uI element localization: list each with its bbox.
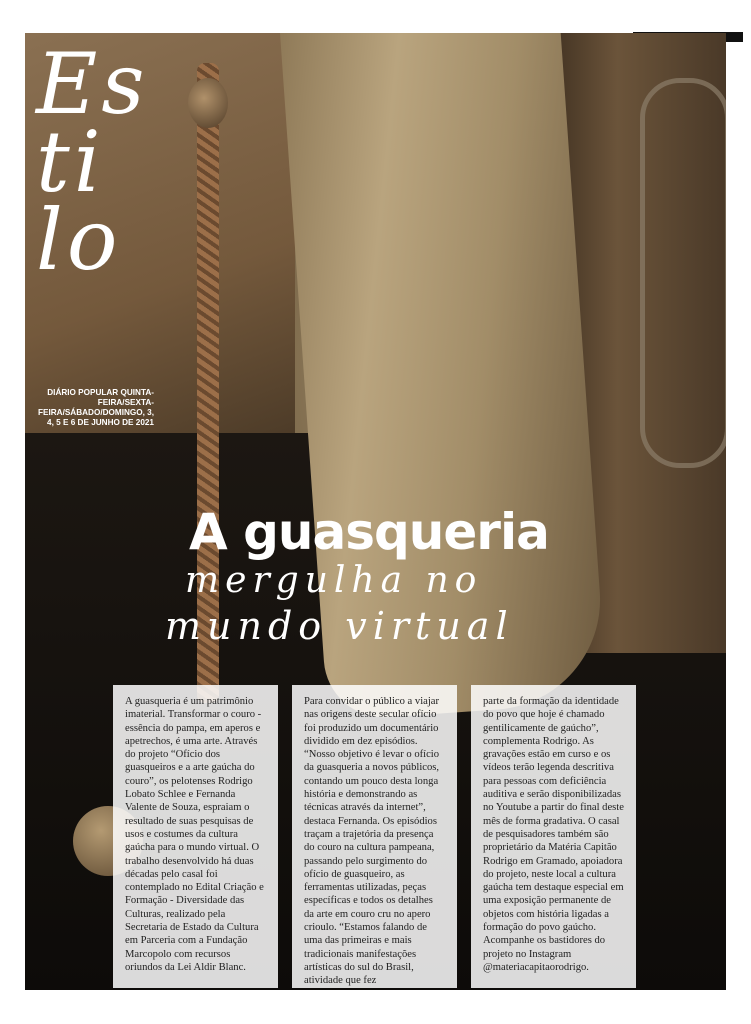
metal-stirrup — [640, 78, 726, 468]
section-title — [36, 35, 149, 289]
section-title-row: lo — [36, 191, 122, 289]
headline: A guasqueria — [189, 503, 549, 561]
issue-dateline: DIÁRIO POPULAR QUINTA-FEIRA/SEXTA-FEIRA/SÁBADO/DOMINGO, 3, 4, 5 E 6 DE JUNHO DE 2021 — [38, 388, 154, 427]
article-paragraph: parte da formação da identidade do povo que hoje é chamado gentilicamente de gaúcho”, complementa Rodrigo. As gravações estão em curso e os vídeos terão legenda descritiva para pessoas com deficiência auditiva e serão disponibilizadas no Youtube a partir do final deste mês de forma gradativa. O casal de pesquisadores também são proprietário da Matéria Capitão Rodrigo em Gramado, apoiadora do projeto, neste local a cultura gaúcha tem destaque especial em uma exposição permanente de objetos com história ligadas a formação do povo gaúcho. Acompanhe os bastidores do projeto no Instagram @materiacapitaorodrigo. — [483, 696, 624, 973]
text-column-2 — [292, 685, 457, 988]
text-column-3 — [471, 685, 636, 988]
section-title-row: Es — [36, 35, 149, 133]
text-column-1 — [113, 685, 278, 988]
article-paragraph: A guasqueria é um patrimônio imaterial. Transformar o couro - essência do pampa, em aperos e apetrechos, é uma arte. Através do projeto “Ofício dos guasqueiros e a arte gaúcha do couro”, os pelotenses Rodrigo Lobato Schlee e Fernanda Valente de Souza, espraiam o resultado de suas pesquisas de usos e costumes da cultura gaúcha para o mundo virtual. O trabalho desenvolvido há duas décadas pelo casal foi contemplado no Edital Criação e Formação - Diversidade das Culturas, realizado pela Secretaria de Estado da Cultura em Parceria com a Fundação Marcopolo com recursos oriundos da Lei Aldir Blanc. — [125, 696, 264, 973]
headline-script-line2: mundo virtual — [165, 604, 514, 648]
article-paragraph: Para convidar o público a viajar nas origens deste secular ofício foi produzido um documentário dividido em dez episódios. “Nosso objetivo é levar o ofício da guasqueria a novos públicos, contando um pouco desta longa história e demonstrando as técnicas através da internet”, destaca Fernanda. Os episódios traçam a trajetória da presença do couro na cultura pampeana, passando pelo surgimento do ofício de guasqueiro, as ferramentas utilizadas, peças específicas e todos os detalhes da arte em couro cru no apero crioulo. “Estamos falando de uma das primeiras e mais tradicionais manifestações artísticas do sul do Brasil, atividade que fez — [304, 696, 440, 987]
braid-knot — [188, 78, 228, 128]
section-title-row: ti — [36, 113, 105, 211]
headline-script-line1: mergulha no — [185, 560, 483, 601]
